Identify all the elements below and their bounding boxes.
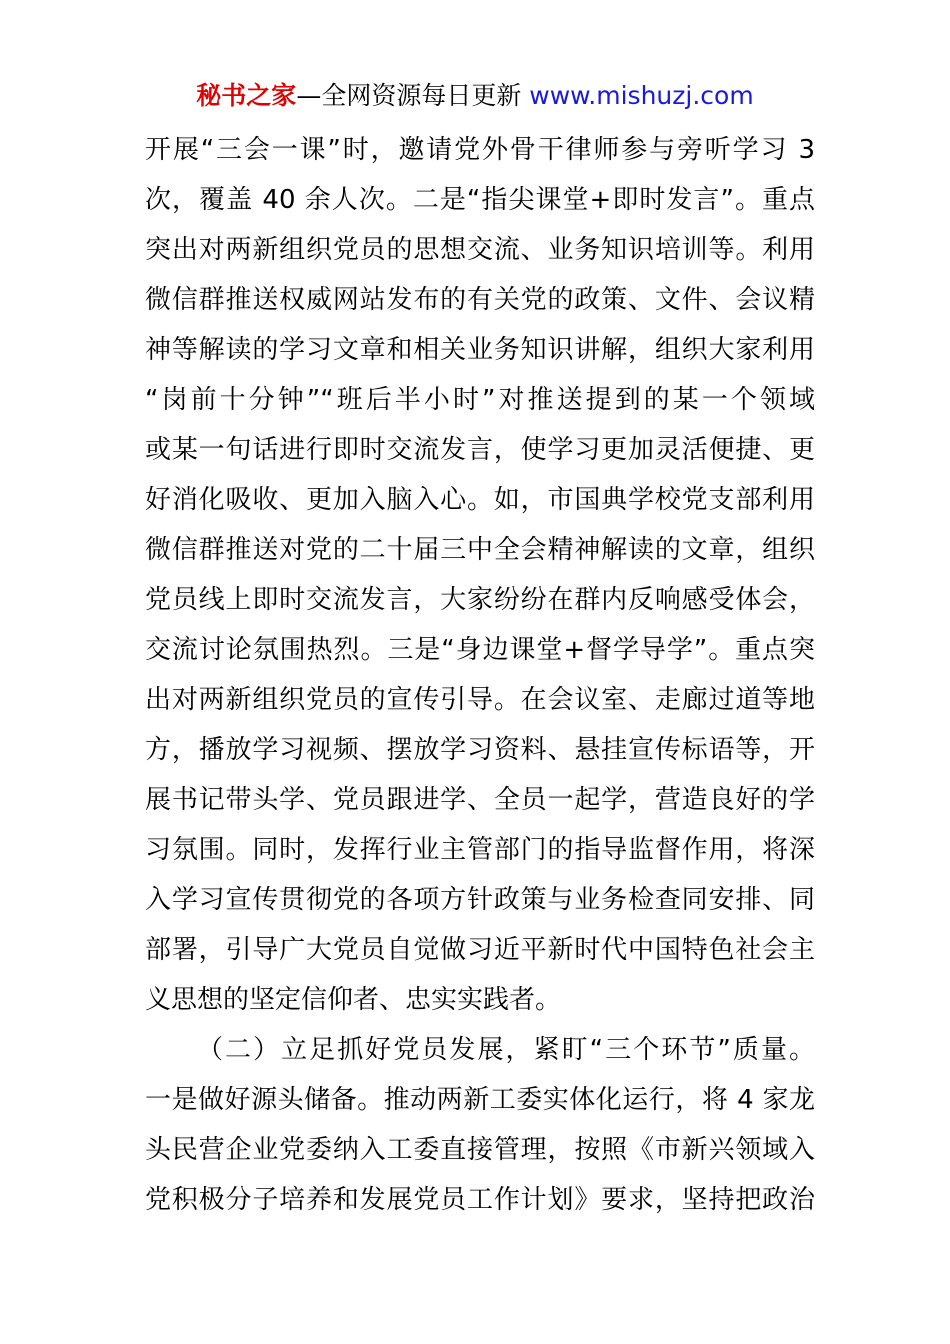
body-line: 头民营企业党委纳入工委直接管理，按照《市新兴领域入 [145,1135,815,1165]
body-line: 党积极分子培养和发展党员工作计划》要求，坚持把政治 [145,1185,815,1215]
body-line: 一是做好源头储备。推动两新工委实体化运行，将 4 家龙 [145,1085,815,1115]
body-line: 开展“三会一课”时，邀请党外骨干律师参与旁听学习 3 [145,135,815,165]
header-url-link[interactable]: www.mishuzj.com [529,81,754,110]
section-heading: （二）立足抓好党员发展，紧盯“三个环节”质量。 [197,1035,815,1065]
body-line: 交流讨论氛围热烈。三是“身边课堂+督学导学”。重点突 [145,635,815,665]
body-line: “岗前十分钟”“班后半小时”对推送提到的某一个领域 [145,385,815,415]
body-line: 微信群推送对党的二十届三中全会精神解读的文章，组织 [145,535,815,565]
page-header [0,78,950,114]
body-line: 义思想的坚定信仰者、忠实实践者。 [145,985,562,1015]
body-line: 入学习宣传贯彻党的各项方针政策与业务检查同安排、同 [145,885,815,915]
body-line: 次，覆盖 40 余人次。二是“指尖课堂+即时发言”。重点 [145,185,815,215]
body-line: 神等解读的学习文章和相关业务知识讲解，组织大家利用 [145,335,815,365]
body-line: 部署，引导广大党员自觉做习近平新时代中国特色社会主 [145,935,815,965]
body-line: 习氛围。同时，发挥行业主管部门的指导监督作用，将深 [145,835,815,865]
document-body [145,125,815,1225]
body-line: 党员线上即时交流发言，大家纷纷在群内反响感受体会， [145,585,815,615]
body-line: 或某一句话进行即时交流发言，使学习更加灵活便捷、更 [145,435,815,465]
body-line: 微信群推送权威网站发布的有关党的政策、文件、会议精 [145,285,815,315]
header-brand: 秘书之家 [196,81,297,110]
body-line: 方，播放学习视频、摆放学习资料、悬挂宣传标语等，开 [145,735,815,765]
body-line: 好消化吸收、更加入脑入心。如，市国典学校党支部利用 [145,485,815,515]
body-line: 突出对两新组织党员的思想交流、业务知识培训等。利用 [145,235,815,265]
body-line: 展书记带头学、党员跟进学、全员一起学，营造良好的学 [145,785,815,815]
body-line: 出对两新组织党员的宣传引导。在会议室、走廊过道等地 [145,685,815,715]
header-tagline: —全网资源每日更新 [296,81,530,110]
